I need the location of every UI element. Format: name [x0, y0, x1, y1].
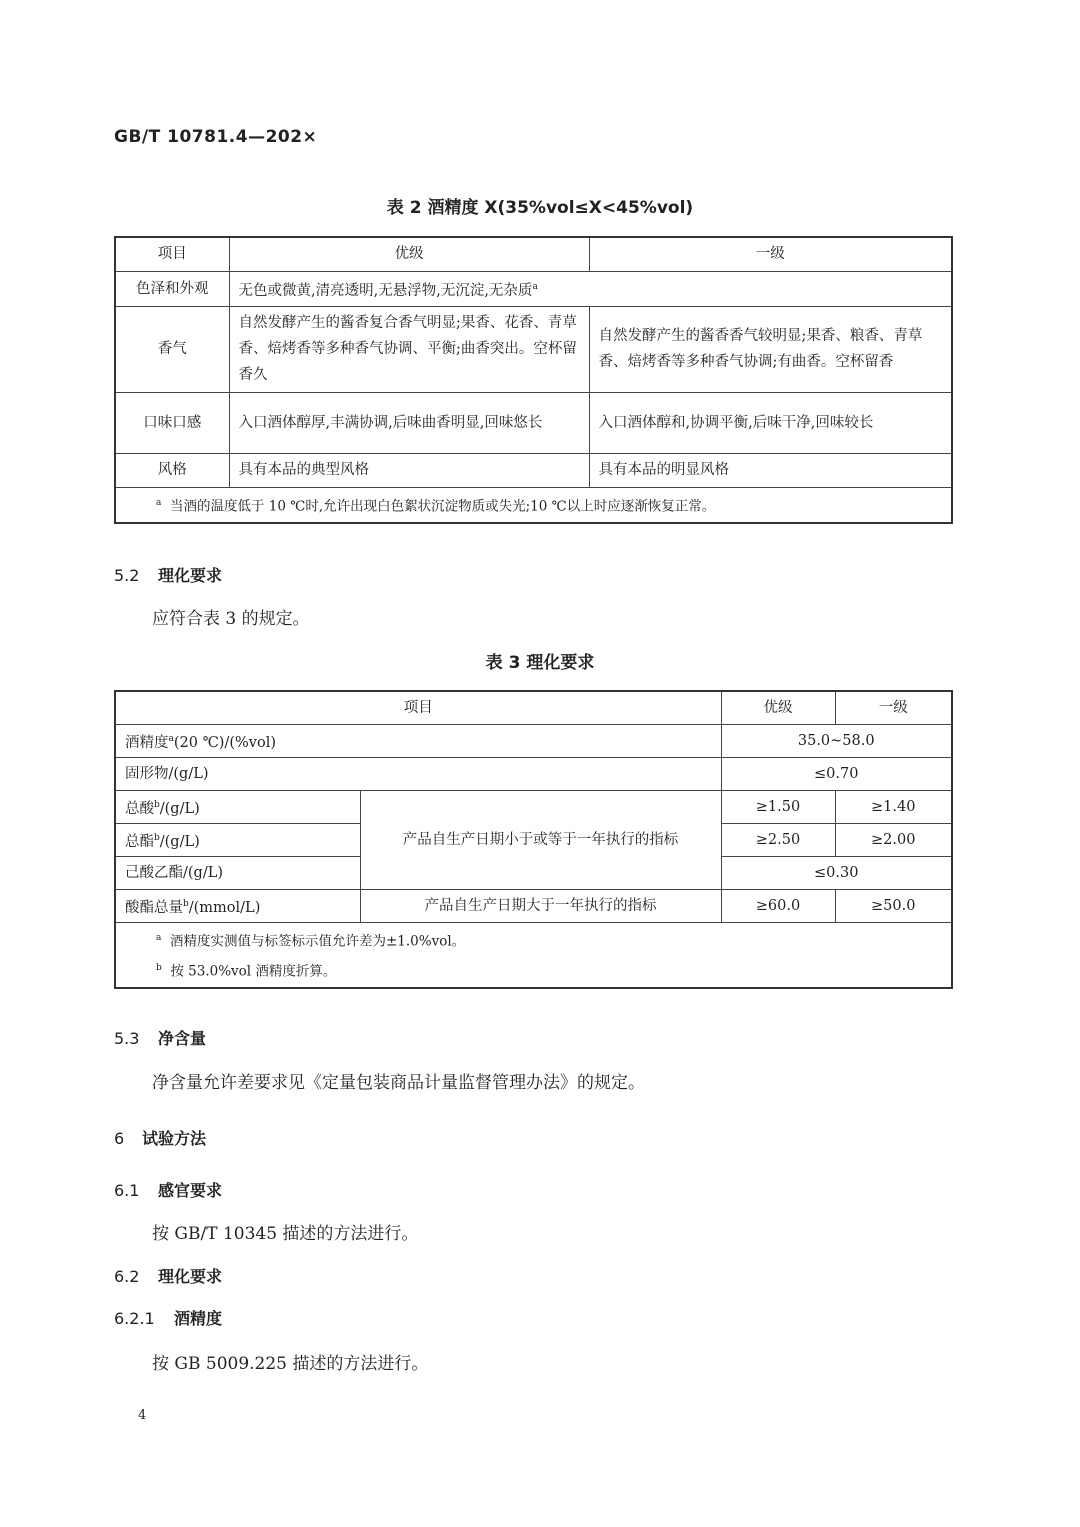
table-cell-premium: ≥60.0	[721, 889, 835, 922]
table-cell-premium: 具有本品的典型风格	[229, 453, 589, 487]
table-row	[115, 724, 952, 757]
item-text: 总酯	[125, 833, 154, 850]
section-6-2-heading	[114, 1264, 222, 1287]
section-6-2-1-heading	[114, 1306, 222, 1329]
table-cell-item: 口味口感	[115, 392, 229, 453]
table-cell-condition: 产品自生产日期大于一年执行的指标	[360, 889, 721, 922]
item-unit: /(g/L)	[159, 833, 200, 850]
table-cell-item: 色泽和外观	[115, 271, 229, 306]
table-cell-merged	[229, 271, 952, 306]
table-header-cell: 项目	[115, 237, 229, 271]
table-header-cell: 优级	[229, 237, 589, 271]
table-header-cell: 项目	[115, 691, 721, 724]
note-text: 酒精度实测值与标签标示值允许差为±1.0%vol。	[169, 933, 466, 950]
section-number: 5.2	[114, 566, 140, 585]
section-5-2-text: 应符合表 3 的规定。	[152, 609, 310, 629]
table-row	[115, 453, 952, 487]
table-cell-item	[115, 823, 360, 856]
table-cell-premium: 入口酒体醇厚,丰满协调,后味曲香明显,回味悠长	[229, 392, 589, 453]
footnote-mark: b	[183, 898, 189, 909]
table-row	[115, 757, 952, 790]
cell-text: 无色或微黄,清亮透明,无悬浮物,无沉淀,无杂质	[238, 282, 533, 299]
table-cell-first: ≥50.0	[835, 889, 952, 922]
item-unit: /(g/L)	[159, 800, 200, 817]
item-text: 酸酯总量	[125, 899, 183, 916]
note-text: 按 53.0%vol 酒精度折算。	[170, 963, 337, 980]
table-cell-condition: 产品自生产日期小于或等于一年执行的指标	[360, 790, 721, 889]
table-row	[115, 271, 952, 306]
standard-code: GB/T 10781.4—202×	[114, 127, 318, 147]
section-6-1-text: 按 GB/T 10345 描述的方法进行。	[152, 1224, 419, 1244]
section-title: 理化要求	[158, 566, 223, 585]
table-row	[115, 790, 952, 823]
footnote-mark: a	[532, 281, 538, 292]
table-row	[115, 392, 952, 453]
section-number: 6.2.1	[114, 1309, 155, 1328]
table3	[114, 690, 953, 989]
section-6-heading	[114, 1126, 206, 1149]
footnote-mark: b	[156, 962, 162, 973]
section-title: 理化要求	[158, 1267, 223, 1286]
table-note	[156, 925, 942, 955]
table-note	[156, 955, 942, 985]
table-cell-merged: 35.0~58.0	[721, 724, 952, 757]
table-cell-item: 香气	[115, 306, 229, 392]
table-cell-merged: ≤0.70	[721, 757, 952, 790]
table-row	[115, 306, 952, 392]
table2-title: 表 2 酒精度 X(35%vol≤X<45%vol)	[386, 198, 694, 218]
footnote-mark: b	[154, 799, 160, 810]
table-cell-first: 入口酒体醇和,协调平衡,后味干净,回味较长	[589, 392, 952, 453]
footnote-mark: a	[168, 733, 174, 744]
table-cell-item	[115, 889, 360, 922]
table-cell-item	[115, 724, 721, 757]
table-header-cell: 优级	[721, 691, 835, 724]
table-note	[115, 487, 952, 523]
table-cell-item: 己酸乙酯/(g/L)	[115, 856, 360, 889]
section-number: 6	[114, 1129, 125, 1148]
section-number: 6.2	[114, 1267, 140, 1286]
table-cell-first: ≥2.00	[835, 823, 952, 856]
footnote-mark: b	[154, 832, 160, 843]
table-cell-item	[115, 790, 360, 823]
table-row	[115, 889, 952, 922]
section-title: 试验方法	[142, 1129, 207, 1148]
item-unit: /(mmol/L)	[188, 899, 261, 916]
table-notes	[115, 922, 952, 988]
section-6-1-heading	[114, 1178, 222, 1201]
table2	[114, 236, 953, 524]
section-6-2-1-text: 按 GB 5009.225 描述的方法进行。	[152, 1354, 429, 1374]
table-note-row	[115, 922, 952, 988]
item-unit: (20 ℃)/(%vol)	[173, 734, 277, 751]
item-text: 酒精度	[125, 734, 169, 751]
section-title: 酒精度	[174, 1309, 223, 1328]
table3-title: 表 3 理化要求	[485, 653, 595, 673]
page-number: 4	[138, 1408, 147, 1423]
table3-header-row	[115, 691, 952, 724]
note-text: 当酒的温度低于 10 ℃时,允许出现白色絮状沉淀物质或失光;10 ℃以上时应逐渐恢复正常。	[169, 498, 716, 515]
table-cell-first: 自然发酵产生的酱香香气较明显;果香、粮香、青草香、焙烤香等多种香气协调;有曲香。空杯留香	[589, 306, 952, 392]
table-cell-first: ≥1.40	[835, 790, 952, 823]
table-cell-item: 风格	[115, 453, 229, 487]
section-title: 净含量	[158, 1029, 207, 1048]
footnote-mark: a	[156, 498, 162, 508]
section-title: 感官要求	[158, 1181, 223, 1200]
section-number: 6.1	[114, 1181, 140, 1200]
section-5-3-text: 净含量允许差要求见《定量包装商品计量监督管理办法》的规定。	[152, 1073, 645, 1093]
item-text: 总酸	[125, 800, 154, 817]
footnote-mark: a	[156, 933, 162, 944]
table2-header-row	[115, 237, 952, 271]
section-5-2-heading	[114, 563, 222, 586]
table-header-cell: 一级	[835, 691, 952, 724]
table-header-cell: 一级	[589, 237, 952, 271]
section-5-3-heading	[114, 1026, 206, 1049]
table-cell-item: 固形物/(g/L)	[115, 757, 721, 790]
table-cell-premium: ≥1.50	[721, 790, 835, 823]
table-cell-premium: 自然发酵产生的酱香复合香气明显;果香、花香、青草香、焙烤香等多种香气协调、平衡;曲香突出。空杯留香久	[229, 306, 589, 392]
section-number: 5.3	[114, 1029, 140, 1048]
table-cell-merged: ≤0.30	[721, 856, 952, 889]
table-cell-premium: ≥2.50	[721, 823, 835, 856]
table-note-row	[115, 487, 952, 523]
table-cell-first: 具有本品的明显风格	[589, 453, 952, 487]
